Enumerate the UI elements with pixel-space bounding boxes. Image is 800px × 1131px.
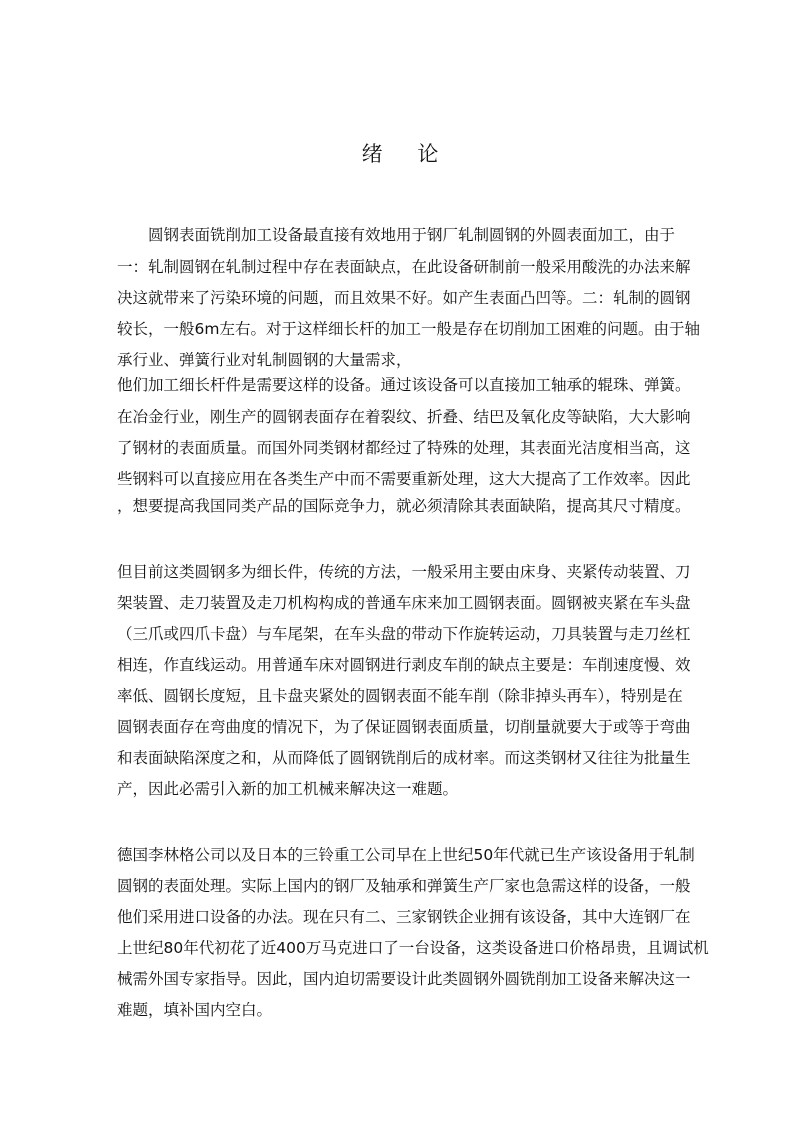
text-line: 难题，填补国内空白。	[117, 1001, 273, 1019]
text-line: 械需外国专家指导。因此，国内迫切需要设计此类圆钢外圆铣削加工设备来解决这一	[117, 970, 691, 988]
text-line: 他们加工细长杆件是需要这样的设备。通过该设备可以直接加工轴承的辊珠、弹簧。	[117, 376, 691, 394]
text-line: ，想要提高我国同类产品的国际竞争力，就必须清除其表面缺陷，提高其尺寸精度。	[117, 497, 691, 515]
text-line: 了钢材的表面质量。而国外同类钢材都经过了特殊的处理，其表面光洁度相当高，这	[117, 439, 691, 457]
text-line: 率低、圆钢长度短，且卡盘夹紧处的圆钢表面不能车削（除非掉头再车），特别是在	[117, 687, 683, 705]
text-line: 些钢料可以直接应用在各类生产中而不需要重新处理，这大大提高了工作效率。因此	[117, 470, 691, 488]
text-line: 相连，作直线运动。用普通车床对圆钢进行剥皮车削的缺点主要是：车削速度慢、效	[117, 656, 691, 674]
text-line: 较长，一般6m左右。对于这样细长杆的加工一般是存在切削加工困难的问题。由于轴	[117, 320, 700, 338]
text-line: 一：轧制圆钢在轧制过程中存在表面缺点，在此设备研制前一般采用酸洗的办法来解	[117, 258, 691, 276]
text-line: 和表面缺陷深度之和，从而降低了圆钢铣削后的成材率。而这类钢材又往往为批量生	[117, 749, 691, 767]
text-line: 决这就带来了污染环境的问题，而且效果不好。如产生表面凸凹等。二：轧制的圆钢	[117, 289, 691, 307]
text-line: 在冶金行业，刚生产的圆钢表面存在着裂纹、折叠、结巴及氧化皮等缺陷，大大影响	[117, 408, 691, 426]
text-line: （三爪或四爪卡盘）与车尾架，在车头盘的带动下作旋转运动，刀具装置与走刀丝杠	[117, 625, 691, 643]
text-line: 圆钢表面铣削加工设备最直接有效地用于钢厂轧制圆钢的外圆表面加工，由于	[117, 226, 676, 244]
text-line: 圆钢表面存在弯曲度的情况下，为了保证圆钢表面质量，切削量就要大于或等于弯曲	[117, 718, 691, 736]
text-line: 他们采用进口设备的办法。现在只有二、三家钢铁企业拥有该设备，其中大连钢厂在	[117, 908, 691, 926]
text-line: 架装置、走刀装置及走刀机构构成的普通车床来加工圆钢表面。圆钢被夹紧在车头盘	[117, 594, 691, 612]
text-line: 承行业、弹簧行业对轧制圆钢的大量需求，	[117, 351, 412, 369]
page-title: 绪 论	[361, 142, 453, 166]
text-line: 德国李林格公司以及日本的三铃重工公司早在上世纪50年代就已生产该设备用于轧制	[117, 846, 695, 864]
text-line: 产，因此必需引入新的加工机械来解决这一难题。	[117, 780, 459, 798]
text-line: 但目前这类圆钢多为细长件，传统的方法，一般采用主要由床身、夹紧传动装置、刀	[117, 563, 691, 581]
text-line: 圆钢的表面处理。实际上国内的钢厂及轴承和弹簧生产厂家也急需这样的设备，一般	[117, 877, 691, 895]
text-line: 上世纪80年代初花了近400万马克进口了一台设备，这类设备进口价格昂贵，且调试机	[117, 939, 709, 957]
